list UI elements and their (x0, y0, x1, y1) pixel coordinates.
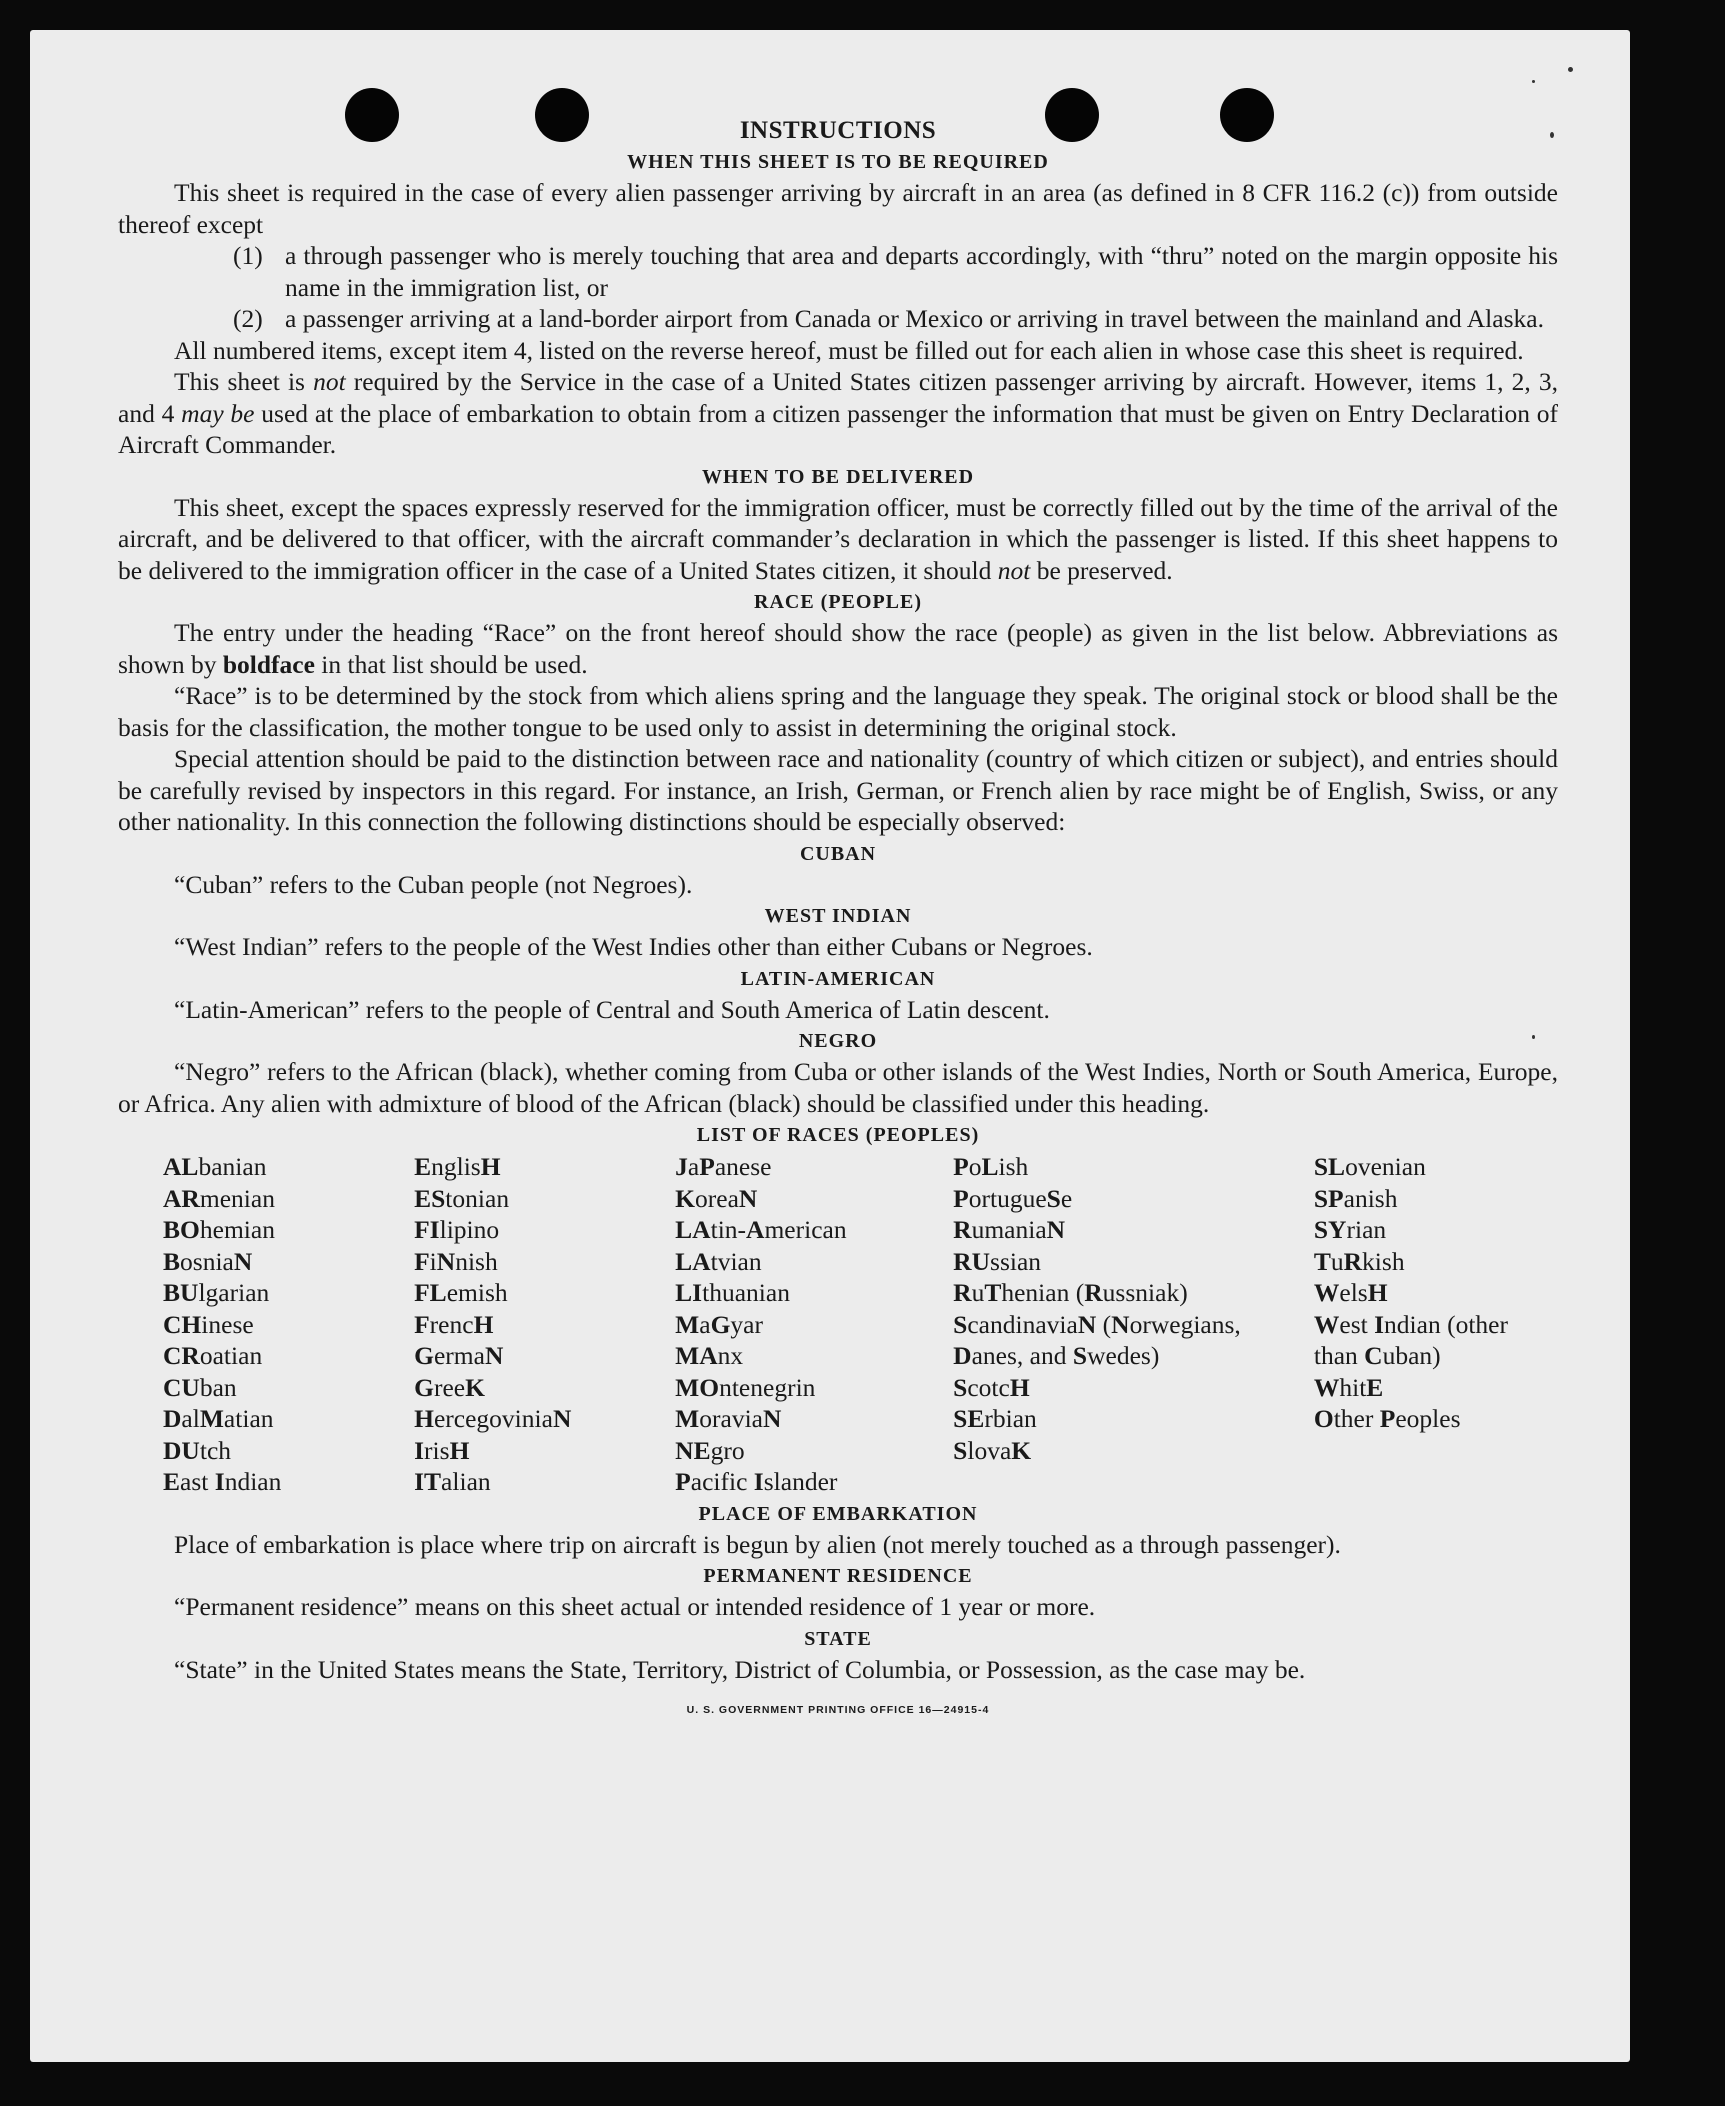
section-heading-required: WHEN THIS SHEET IS TO BE REQUIRED (627, 151, 1049, 173)
race-item: West Indian (other than Cuban) (1313, 1309, 1508, 1370)
text-run: This sheet, except the spaces expressly reserved for the immigration officer, must be correctly filled out by the time of the arrival of the aircraft, and be delivered to that officer, with the aircraft commander’s declaration in which the passenger is listed. If this sheet happens to be delivered to the immigration officer in the case of a United States citizen, it should (118, 492, 1558, 585)
residence-text: “Permanent residence” means on this sheet actual or intended residence of 1 year or more. (174, 1592, 1096, 1621)
embarkation-text: Place of embarkation is place where trip on aircraft is begun by alien (not merely touched as a through passenger). (174, 1529, 1341, 1559)
text-run: required by the Service in the case of a United States citizen passenger arriving by aircraft. However, items 1, 2, 3, and 4 (118, 367, 1558, 428)
item-number: (2) (233, 304, 263, 333)
speck (1568, 67, 1573, 72)
race-item: MAnx (675, 1341, 744, 1370)
race-item: RuThenian (Russniak) (953, 1278, 1188, 1307)
instructions-content (118, 116, 1558, 1727)
race-item: FiNnish (414, 1246, 498, 1276)
required-para-2: All numbered items, except item 4, listed on the reverse hereof, must be filled out for each alien in whose case this sheet is required. (174, 335, 1524, 365)
race-item: Other Peoples (1313, 1404, 1461, 1433)
emphasis: not (997, 555, 1031, 585)
race-column (414, 1151, 675, 1498)
race-item: ITalian (414, 1467, 491, 1496)
race-item: BOhemian (163, 1215, 275, 1244)
text-run: be preserved. (1030, 555, 1173, 585)
required-intro: This sheet is required in the case of every alien passenger arriving by aircraft in an area (as defined in 8 CFR 116.2 (c)) from outside thereof except (118, 178, 1558, 239)
text-run: in that list should be used. (314, 649, 588, 679)
race-column (953, 1151, 1314, 1498)
race-item: JaPanese (675, 1152, 772, 1181)
race-item: NEgro (675, 1435, 745, 1465)
race-item: LAtvian (675, 1246, 762, 1276)
item-number: (1) (233, 241, 263, 270)
race-para-2: “Race” is to be determined by the stock from which aliens spring and the language they speak. The original stock or blood shall be the basis for the classification, the mother tongue to be used only to assist in determining the original stock. (118, 681, 1558, 742)
section-heading-delivered: WHEN TO BE DELIVERED (701, 465, 975, 488)
cuban-text: “Cuban” refers to the Cuban people (not Negroes). (174, 869, 693, 899)
race-item: GreeK (414, 1372, 485, 1402)
text-run: used at the place of embarkation to obtain from a citizen passenger the information that must be given on Entry Declaration of Aircraft Commander. (118, 398, 1558, 459)
printing-office-footer: U. S. GOVERNMENT PRINTING OFFICE 16—24915-4 (686, 1704, 990, 1716)
state-text: “State” in the United States means the State, Territory, District of Columbia, or Possession, as the case may be. (174, 1654, 1306, 1684)
race-item: BosniaN (163, 1246, 253, 1276)
text-run: The entry under the heading “Race” on the front hereof should show the race (people) as given in the list below. Abbreviations as shown by (118, 618, 1558, 679)
text-run: This sheet is (174, 367, 314, 396)
latin-american-text: “Latin-American” refers to the people of Central and South America of Latin descent. (174, 994, 1050, 1024)
section-heading-embarkation: PLACE OF EMBARKATION (698, 1502, 978, 1525)
race-item: RumaniaN (953, 1215, 1066, 1244)
race-item: East Indian (163, 1467, 282, 1496)
section-heading-negro: NEGRO (798, 1030, 878, 1052)
race-item: MOntenegrin (675, 1372, 816, 1402)
race-item: DUtch (163, 1435, 232, 1465)
section-heading-latin-american: LATIN-AMERICAN (740, 967, 936, 990)
delivered-text (118, 492, 1558, 587)
numbered-item-2 (118, 303, 1558, 335)
race-item: CHinese (163, 1309, 254, 1339)
race-item: ARmenian (163, 1183, 275, 1213)
section-heading-race: RACE (PEOPLE) (754, 591, 922, 613)
race-para-1 (118, 617, 1558, 680)
race-item: MaGyar (675, 1309, 763, 1339)
bold-run: boldface (222, 649, 315, 679)
race-item: KoreaN (675, 1183, 758, 1213)
emphasis: not (313, 367, 346, 396)
race-list (118, 1151, 1558, 1498)
race-para-3: Special attention should be paid to the distinction between race and nationality (country of which citizen or subject), and entries should be carefully revised by inspectors in this regard. For instance, an Irish, German, or French alien by race might be of English, Swiss, or any other nationality. In this connection the following distinctions should be especially observed: (118, 744, 1558, 836)
race-item: FLemish (414, 1278, 508, 1307)
race-item: ALbanian (163, 1152, 267, 1181)
race-item: GermaN (414, 1341, 504, 1370)
race-column (675, 1151, 953, 1498)
section-heading-west-indian: WEST INDIAN (764, 905, 912, 927)
race-item: RUssian (953, 1246, 1042, 1276)
west-indian-text: “West Indian” refers to the people of the West Indies other than either Cubans or Negroes. (174, 932, 1093, 961)
race-item: ScotcH (953, 1372, 1030, 1402)
race-item: IrisH (414, 1435, 470, 1465)
race-item: CRoatian (163, 1341, 263, 1370)
section-heading-residence: PERMANENT RESIDENCE (703, 1565, 973, 1587)
required-para-3 (118, 366, 1558, 461)
race-column (118, 1151, 414, 1498)
race-item: DalMatian (163, 1404, 274, 1433)
race-item: LAtin-American (675, 1215, 847, 1244)
race-item: EStonian (414, 1183, 510, 1213)
race-item: PoLish (953, 1152, 1029, 1181)
race-item: HercegoviniaN (414, 1404, 572, 1433)
race-column (1314, 1151, 1558, 1498)
race-item: SPanish (1313, 1183, 1398, 1213)
race-item: BUlgarian (163, 1278, 270, 1307)
race-item: PortugueSe (953, 1183, 1073, 1213)
race-item: MoraviaN (675, 1404, 782, 1433)
document-sheet (30, 30, 1630, 2062)
section-heading-state: STATE (804, 1627, 872, 1650)
race-item: SErbian (953, 1404, 1037, 1433)
race-item: FrencH (414, 1309, 494, 1339)
race-item: SYrian (1313, 1215, 1387, 1244)
page-title: INSTRUCTIONS (739, 117, 937, 144)
race-item: LIthuanian (675, 1278, 790, 1307)
race-item: Pacific Islander (675, 1467, 838, 1496)
emphasis: may be (181, 398, 255, 428)
race-item: WelsH (1313, 1278, 1388, 1307)
numbered-item-1 (118, 240, 1558, 303)
race-item: ScandinaviaN (Norwegians, Danes, and Swedes) (953, 1309, 1241, 1370)
race-item: TuRkish (1313, 1246, 1405, 1276)
race-item: FIlipino (414, 1215, 500, 1244)
race-item: WhitE (1313, 1372, 1384, 1402)
section-heading-cuban: CUBAN (799, 842, 877, 865)
race-item: CUban (163, 1372, 237, 1402)
section-heading-race-list: LIST OF RACES (PEOPLES) (696, 1124, 980, 1146)
negro-text: “Negro” refers to the African (black), whether coming from Cuba or other islands of the West Indies, North or South America, Europe, or Africa. Any alien with admixture of blood of the African (black) should be classified under this heading. (118, 1057, 1558, 1118)
race-item: EnglisH (414, 1152, 501, 1181)
race-item: SlovaK (953, 1435, 1032, 1465)
item-text: a through passenger who is merely touching that area and departs accordingly, with “thru” noted on the margin opposite his name in the immigration list, or (285, 241, 1558, 302)
item-text: a passenger arriving at a land-border airport from Canada or Mexico or arriving in travel between the mainland and Alaska. (285, 304, 1544, 333)
speck (1532, 80, 1535, 83)
race-item: SLovenian (1313, 1152, 1426, 1181)
